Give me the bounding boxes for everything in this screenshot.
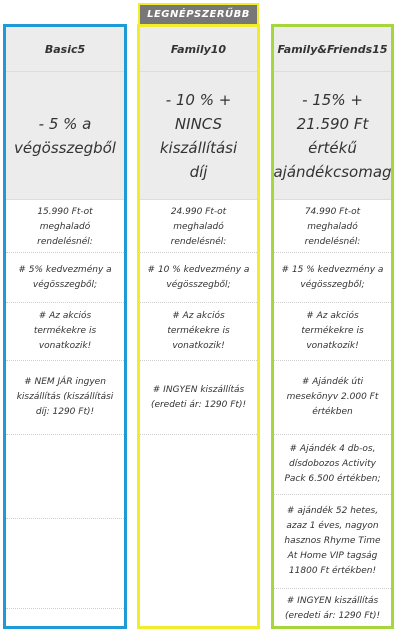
feature-row: # Az akciós termékekre is vonatkozik! <box>6 303 124 361</box>
feature-row: # ajándék 52 hetes, azaz 1 éves, nagyon hasznos Rhyme Time At Home VIP tagság 11800 Ft értékben! <box>274 495 391 589</box>
feature-row: # Az akciós termékekre is vonatkozik! <box>274 303 391 361</box>
plan-name: Family&Friends15 <box>274 27 391 72</box>
plan-card-family10 <box>137 24 260 629</box>
feature-row: # Az akciós termékekre is vonatkozik! <box>140 303 257 361</box>
plan-name: Family10 <box>140 27 257 72</box>
feature-row-empty <box>6 435 124 519</box>
feature-row: 24.990 Ft-ot meghaladó rendelésnél: <box>140 203 257 253</box>
plan-card-family-friends15 <box>271 24 394 629</box>
feature-row: # INGYEN kiszállítás (eredeti ár: 1290 Ft)! <box>140 361 257 435</box>
plan-price: - 10 % + NINCS kiszállítási díj <box>140 72 257 200</box>
feature-row: 74.990 Ft-ot meghaladó rendelésnél: <box>274 203 391 253</box>
feature-row: # Ajándék 4 db-os, dísdobozos Activity Pack 6.500 értékben; <box>274 435 391 495</box>
feature-row: # NEM JÁR ingyen kiszállítás (kiszállítási díj: 1290 Ft)! <box>6 361 124 435</box>
plan-price: - 15% + 21.590 Ft értékű ajándékcsomag <box>274 72 391 200</box>
plan-price: - 5 % a végösszegből <box>6 72 124 200</box>
feature-row: 15.990 Ft-ot meghaladó rendelésnél: <box>6 203 124 253</box>
feature-row: # 15 % kedvezmény a végösszegből; <box>274 253 391 303</box>
feature-row-empty <box>140 435 257 519</box>
plan-name: Basic5 <box>6 27 124 72</box>
plan-card-basic5 <box>3 24 127 629</box>
most-popular-badge: LEGNÉPSZERŰBB <box>138 3 259 24</box>
feature-row: # INGYEN kiszállítás (eredeti ár: 1290 Ft)! <box>284 596 381 621</box>
feature-row-empty <box>6 519 124 609</box>
feature-row: # 5% kedvezmény a végösszegből; <box>6 253 124 303</box>
feature-row: # Ajándék úti mesekönyv 2.000 Ft értékben <box>274 361 391 435</box>
feature-row: # 10 % kedvezmény a végösszegből; <box>140 253 257 303</box>
